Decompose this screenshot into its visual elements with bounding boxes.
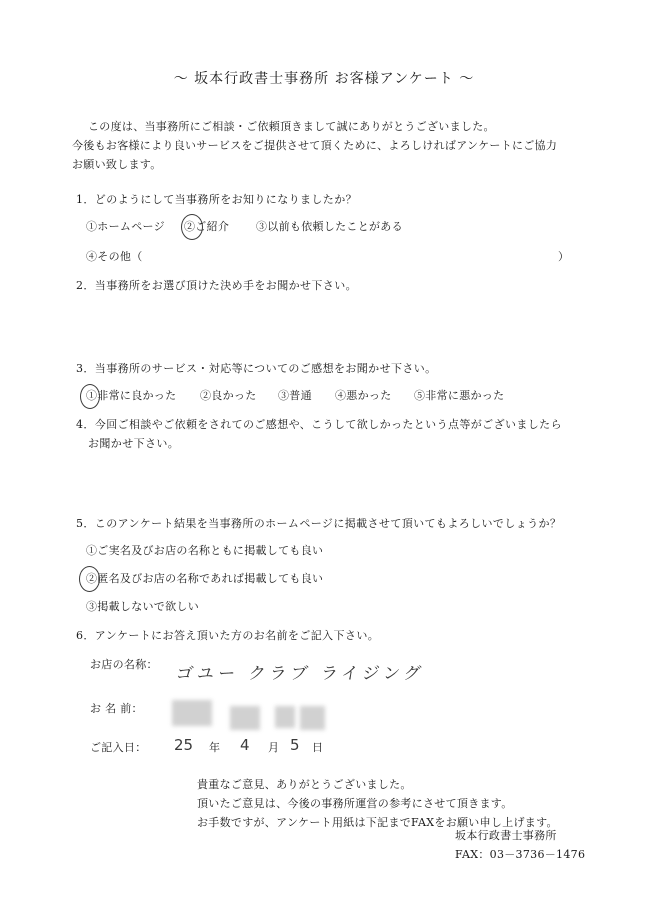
q3-option-5: ⑤非常に悪かった <box>414 389 505 402</box>
page-title: ～ 坂本行政書士事務所 お客様アンケート ～ <box>173 71 475 87</box>
redacted-name-3 <box>275 706 295 728</box>
redacted-name-4 <box>300 706 325 730</box>
fax-number: FAX：03－3736－1476 <box>455 848 586 861</box>
question-6: 6．アンケートにお答え頂いた方のお名前をご記入下さい。 <box>76 629 380 642</box>
q5-option-1: ①ご実名及びお店の名称ともに掲載しても良い <box>86 544 324 557</box>
closing-line-3: お手数ですが、アンケート用紙は下記までFAXをお願い申し上げます。 <box>197 816 558 829</box>
q1-option-2: ②ご紹介 <box>184 220 230 233</box>
intro-line-3: お願い致します。 <box>72 158 162 171</box>
closing-line-2: 頂いたご意見は、今後の事務所運営の参考にさせて頂きます。 <box>197 797 513 810</box>
q1-selection-circle <box>181 214 203 240</box>
q5-option-2: ②匿名及びお店の名称であれば掲載しても良い <box>86 572 324 585</box>
customer-name-label: お 名 前： <box>90 702 143 715</box>
date-month-unit: 月 <box>268 741 280 754</box>
q3-option-2: ②良かった <box>200 389 257 402</box>
q1-option-other-close: ） <box>558 250 570 263</box>
question-4-line-2: お聞かせ下さい。 <box>88 437 180 450</box>
question-1: 1．どのようにして当事務所をお知りになりましたか？ <box>76 193 357 206</box>
q1-option-other: ④その他（ <box>86 250 143 263</box>
redacted-name-2 <box>230 706 260 730</box>
date-day-unit: 日 <box>312 741 324 754</box>
question-4: 4．今回ご相談やご依頼をされてのご感想や、こうして欲しかったという点等がございましたら <box>76 418 562 431</box>
q1-option-3: ③以前も依頼したことがある <box>256 220 403 233</box>
q5-selection-circle <box>79 566 100 592</box>
date-label: ご記入日： <box>90 741 147 754</box>
q3-option-1: ①非常に良かった <box>86 389 177 402</box>
office-name: 坂本行政書士事務所 <box>455 829 557 842</box>
date-day-handwritten: 5 <box>290 736 300 754</box>
shop-name-label: お店の名称： <box>90 658 158 671</box>
closing-line-1: 貴重なご意見、ありがとうございました。 <box>197 778 412 791</box>
q5-option-3: ③掲載しないで欲しい <box>86 600 199 613</box>
date-year-unit: 年 <box>209 741 221 754</box>
shop-name-handwritten: ゴユー クラブ ライジング <box>174 664 427 684</box>
intro-line-1: この度は、当事務所にご相談・ご依頼頂きまして誠にありがとうございました。 <box>88 120 495 133</box>
question-5: 5．このアンケート結果を当事務所のホームページに掲載させて頂いてもよろしいでしょうか？ <box>76 517 562 530</box>
date-month-handwritten: 4 <box>240 736 250 754</box>
question-2: 2．当事務所をお選び頂けた決め手をお聞かせ下さい。 <box>76 279 357 292</box>
q3-option-3: ③普通 <box>278 389 312 402</box>
date-year-handwritten: 25 <box>174 736 194 754</box>
intro-line-2: 今後もお客様により良いサービスをご提供させて頂くために、よろしければアンケートにご協力 <box>72 139 558 152</box>
q3-selection-circle <box>80 384 100 409</box>
redacted-name-1 <box>172 700 212 726</box>
q3-option-4: ④悪かった <box>335 389 392 402</box>
q1-option-1: ①ホームページ <box>86 220 165 233</box>
question-3: 3．当事務所のサービス・対応等についてのご感想をお聞かせ下さい。 <box>76 362 437 375</box>
